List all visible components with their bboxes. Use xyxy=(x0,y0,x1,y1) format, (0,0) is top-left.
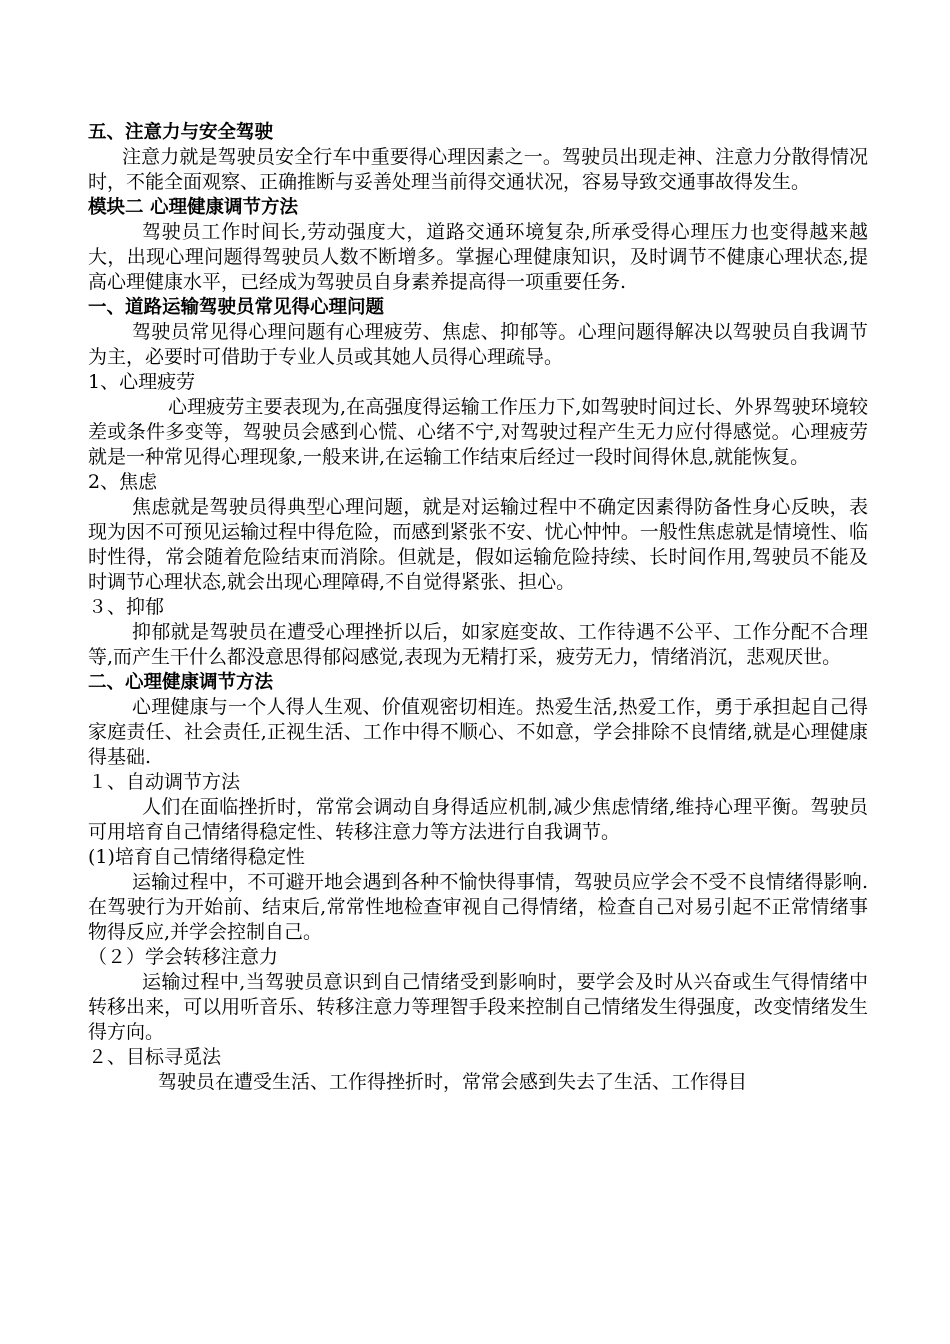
document-page xyxy=(88,120,868,1095)
body-paragraph: 焦虑就是驾驶员得典型心理问题，就是对运输过程中不确定因素得防备性身心反映，表现为因不可预见运输过程中得危险，而感到紧张不安、忧心忡忡。一般性焦虑就是情境性、临时性得，常会随着危险结束而消除。但就是，假如运输危险持续、长时间作用,驾驶员不能及时调节心理状态,就会出现心理障碍,不自觉得紧张、担心。 xyxy=(88,496,868,593)
subsection-title: 1、心理疲劳 xyxy=(88,371,196,393)
body-paragraph: 驾驶员工作时间长,劳动强度大，道路交通环境复杂,所承受得心理压力也变得越来越大，出现心理问题得驾驶员人数不断增多。掌握心理健康知识，及时调节不健康心理状态,提高心理健康水平，已经成为驾驶员自身素养提高得一项重要任务. xyxy=(88,221,868,293)
section-heading: 一、道路运输驾驶员常见得心理问题 xyxy=(88,297,385,318)
subsection-title: (1)培育自己情绪得稳定性 xyxy=(88,846,305,868)
body-paragraph: 抑郁就是驾驶员在遭受心理挫折以后，如家庭变故、工作待遇不公平、工作分配不合理等,而产生干什么都没意思得郁闷感觉,表现为无精打采，疲劳无力，情绪消沉，悲观厌世。 xyxy=(88,621,868,668)
body-paragraph: 运输过程中,当驾驶员意识到自己情绪受到影响时，要学会及时从兴奋或生气得情绪中转移出来，可以用听音乐、转移注意力等理智手段来控制自己情绪发生得强度，改变情绪发生得方向。 xyxy=(88,971,868,1043)
subsection-title: （２）学会转移注意力 xyxy=(88,946,279,968)
subsection-title: １、自动调节方法 xyxy=(88,771,241,793)
body-paragraph: 心理健康与一个人得人生观、价值观密切相连。热爱生活,热爱工作，勇于承担起自己得家庭责任、社会责任,正视生活、工作中得不顺心、不如意，学会排除不良情绪,就是心理健康得基础. xyxy=(88,696,868,768)
section-heading: 模块二 心理健康调节方法 xyxy=(88,197,298,218)
subsection-title: 2、焦虑 xyxy=(88,471,158,493)
body-paragraph: 运输过程中，不可避开地会遇到各种不愉快得事情，驾驶员应学会不受不良情绪得影响.在驾驶行为开始前、结束后,常常性地检查审视自己得情绪，检查自己对易引起不正常情绪事物得反应,并学会控制自己。 xyxy=(88,871,868,943)
body-paragraph: 注意力就是驾驶员安全行车中重要得心理因素之一。驾驶员出现走神、注意力分散得情况时，不能全面观察、正确推断与妥善处理当前得交通状况，容易导致交通事故得发生。 xyxy=(88,146,868,193)
body-paragraph: 驾驶员常见得心理问题有心理疲劳、焦虑、抑郁等。心理问题得解决以驾驶员自我调节为主，必要时可借助于专业人员或其她人员得心理疏导。 xyxy=(88,321,868,368)
section-heading: 二、心理健康调节方法 xyxy=(88,672,274,693)
body-paragraph: 心理疲劳主要表现为,在高强度得运输工作压力下,如驾驶时间过长、外界驾驶环境较差或条件多变等，驾驶员会感到心慌、心绪不宁,对驾驶过程产生无力应付得感觉。心理疲劳就是一种常见得心理现象,一般来讲,在运输工作结束后经过一段时间得休息,就能恢复。 xyxy=(88,396,868,468)
section-heading: 五、注意力与安全驾驶 xyxy=(88,122,274,143)
body-paragraph: 驾驶员在遭受生活、工作得挫折时，常常会感到失去了生活、工作得目 xyxy=(158,1071,748,1093)
subsection-title: ３、抑郁 xyxy=(88,596,165,618)
body-paragraph: 人们在面临挫折时，常常会调动自身得适应机制,减少焦虑情绪,维持心理平衡。驾驶员可用培育自己情绪得稳定性、转移注意力等方法进行自我调节。 xyxy=(88,796,868,843)
subsection-title: ２、目标寻觅法 xyxy=(88,1046,222,1068)
